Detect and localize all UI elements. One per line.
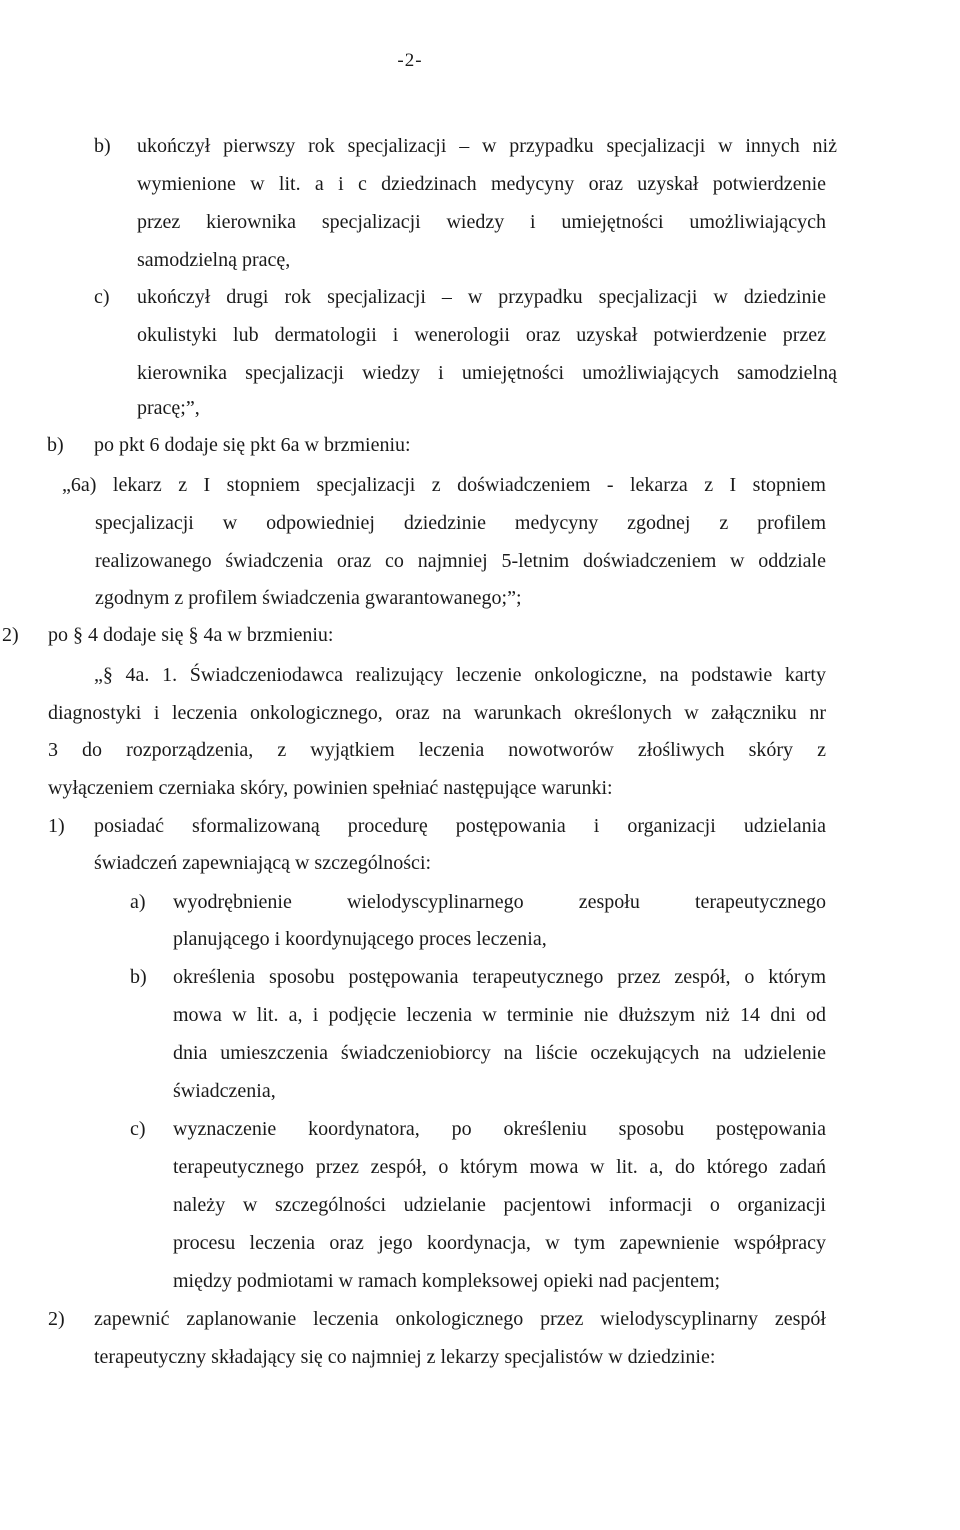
text-line: wyznaczenie koordynatora, po określeniu sposobu postępowania [173,1118,826,1140]
text-line: planującego i koordynującego proces leczenia, [173,928,547,950]
text-line: dnia umieszczenia świadczeniobiorcy na liście oczekujących na udzielenie [173,1042,826,1064]
text-line: pracę;”, [137,397,200,419]
text-line: „§ 4a. 1. Świadczeniodawca realizujący leczenie onkologiczne, na podstawie karty [94,664,826,686]
text-line: świadczeń zapewniającą w szczególności: [94,852,432,874]
page-number: -2- [397,50,423,71]
text-line: wymienione w lit. a i c dziedzinach medycyny oraz uzyskał potwierdzenie [137,173,826,195]
list-marker-b: b) [94,135,111,157]
text-line: terapeutyczny składający się co najmniej z lekarzy specjalistów w dziedzinie: [94,1346,716,1368]
text-line: procesu leczenia oraz jego koordynacja, w tym zapewnienie współpracy [173,1232,826,1254]
text-line: specjalizacji w odpowiedniej dziedzinie medycyny zgodnej z profilem [95,512,826,534]
text-line: posiadać sformalizowaną procedurę postępowania i organizacji udzielania [94,815,826,837]
list-marker-c: c) [130,1118,146,1140]
list-marker-b: b) [130,966,147,988]
text-line: między podmiotami w ramach kompleksowej opieki nad pacjentem; [173,1270,721,1292]
text-line: po pkt 6 dodaje się pkt 6a w brzmieniu: [94,434,411,456]
text-line: przez kierownika specjalizacji wiedzy i umiejętności umożliwiających [137,211,826,233]
text-line: okulistyki lub dermatologii i wenerologii oraz uzyskał potwierdzenie przez [137,324,826,346]
list-marker-b: b) [47,434,64,456]
text-line: 3 do rozporządzenia, z wyjątkiem leczenia nowotworów złośliwych skóry z [48,739,826,761]
text-line: zgodnym z profilem świadczenia gwarantowanego;”; [95,587,522,609]
list-marker-2: 2) [48,1308,65,1330]
list-marker-2: 2) [2,624,19,646]
text-line: terapeutycznego przez zespół, o którym mowa w lit. a, do którego zadań [173,1156,826,1178]
text-line: ukończył drugi rok specjalizacji – w przypadku specjalizacji w dziedzinie [137,286,826,308]
text-line: mowa w lit. a, i podjęcie leczenia w terminie nie dłuższym niż 14 dni od [173,1004,826,1026]
text-line: ukończył pierwszy rok specjalizacji – w przypadku specjalizacji w innych niż [137,135,837,157]
text-line: wyłączeniem czerniaka skóry, powinien spełniać następujące warunki: [48,777,613,799]
text-line: diagnostyki i leczenia onkologicznego, oraz na warunkach określonych w załączniku nr [48,702,826,724]
text-line: określenia sposobu postępowania terapeutycznego przez zespół, o którym [173,966,826,988]
text-line: wyodrębnienie wielodyscyplinarnego zespołu terapeutycznego [173,891,826,913]
text-line: samodzielną pracę, [137,249,291,271]
text-line: realizowanego świadczenia oraz co najmniej 5-letnim doświadczeniem w oddziale [95,550,826,572]
text-line: kierownika specjalizacji wiedzy i umiejętności umożliwiających samodzielną [137,362,837,384]
text-line: świadczenia, [173,1080,276,1102]
text-line: należy w szczególności udzielanie pacjentowi informacji o organizacji [173,1194,826,1216]
text-line: zapewnić zaplanowanie leczenia onkologicznego przez wielodyscyplinarny zespół [94,1308,826,1330]
list-marker-1: 1) [48,815,65,837]
text-line: po § 4 dodaje się § 4a w brzmieniu: [48,624,334,646]
list-marker-c: c) [94,286,110,308]
list-marker-a: a) [130,891,146,913]
text-line: „6a) lekarz z I stopniem specjalizacji z doświadczeniem - lekarza z I stopniem [62,474,826,496]
